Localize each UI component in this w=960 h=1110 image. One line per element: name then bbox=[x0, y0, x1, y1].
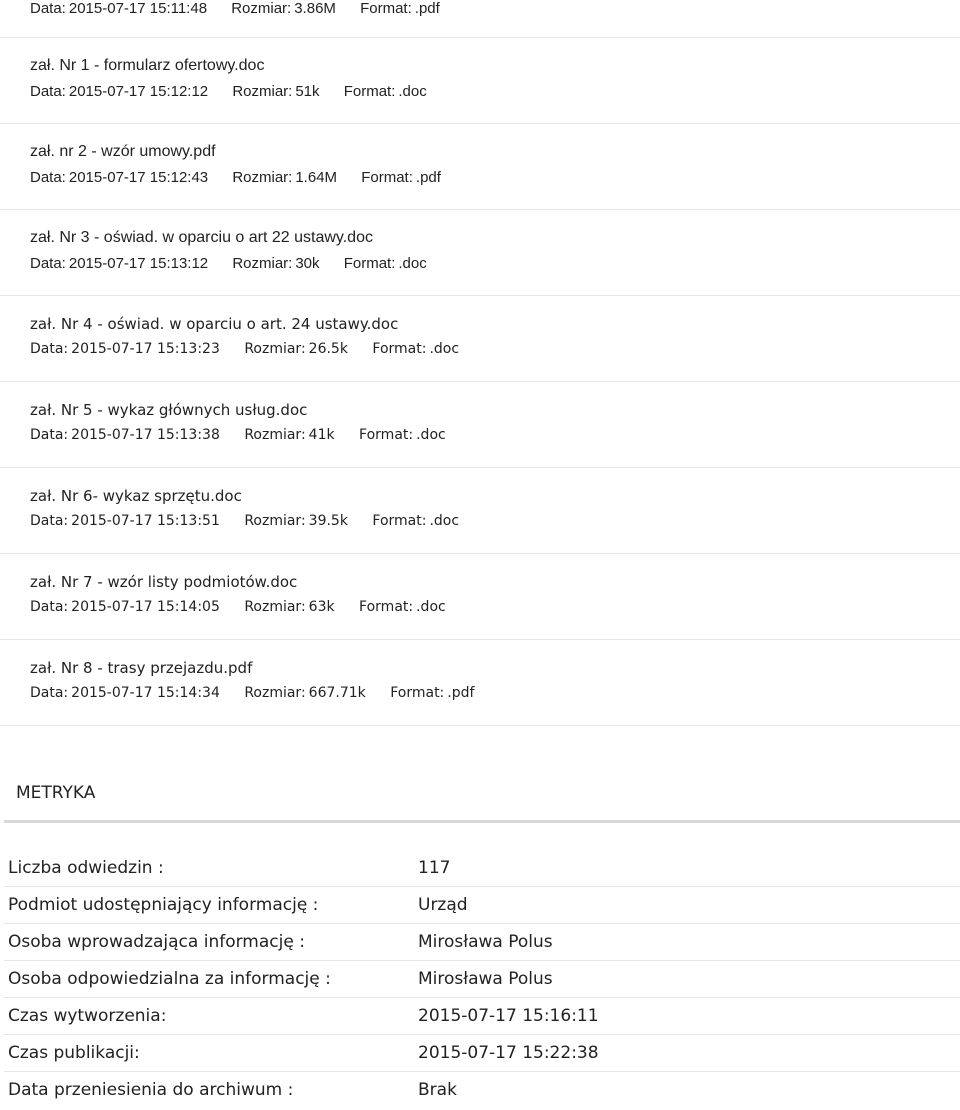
attachment-meta bbox=[30, 341, 459, 358]
metryka-row bbox=[4, 1072, 960, 1109]
attachment-format: Format: .doc bbox=[343, 255, 427, 272]
metryka-label: Osoba wprowadzająca informację : bbox=[8, 932, 305, 952]
metryka-row bbox=[4, 961, 960, 998]
metryka-value: Brak bbox=[418, 1080, 457, 1100]
attachment-meta bbox=[30, 0, 440, 17]
attachment-format: Format: .pdf bbox=[360, 0, 440, 17]
attachment-item bbox=[0, 382, 960, 468]
metryka-label: Data przeniesienia do archiwum : bbox=[8, 1080, 294, 1100]
attachment-meta bbox=[30, 513, 459, 530]
attachment-date: Data: 2015-07-17 15:13:51 bbox=[30, 513, 220, 529]
metryka-label: Czas wytworzenia: bbox=[8, 1006, 167, 1026]
attachment-meta bbox=[30, 83, 427, 100]
attachment-item bbox=[0, 640, 960, 726]
metryka-label: Czas publikacji: bbox=[8, 1043, 140, 1063]
attachment-meta bbox=[30, 427, 446, 444]
attachment-date: Data: 2015-07-17 15:13:38 bbox=[30, 427, 220, 443]
attachment-item bbox=[0, 554, 960, 640]
attachment-size: Rozmiar: 1.64M bbox=[232, 169, 338, 186]
attachment-format: Format: .doc bbox=[372, 513, 460, 529]
metryka-label: Podmiot udostępniający informację : bbox=[8, 895, 319, 915]
attachment-format: Format: .doc bbox=[359, 427, 446, 443]
attachment-item bbox=[0, 0, 960, 38]
attachment-link[interactable]: zał. Nr 6- wykaz sprzętu.doc bbox=[30, 487, 242, 505]
attachment-size: Rozmiar: 39.5k bbox=[244, 513, 348, 529]
metryka-row bbox=[4, 850, 960, 887]
attachment-link[interactable]: zał. Nr 8 - trasy przejazdu.pdf bbox=[30, 659, 253, 677]
attachment-link[interactable]: zał. Nr 3 - oświad. w oparciu o art 22 ustawy.doc bbox=[30, 229, 373, 246]
attachment-meta bbox=[30, 255, 427, 272]
metryka-heading: METRYKA bbox=[16, 783, 96, 803]
metryka-row bbox=[4, 1035, 960, 1072]
metryka-value: Urząd bbox=[418, 895, 468, 915]
attachment-item bbox=[0, 296, 960, 382]
attachment-item bbox=[0, 124, 960, 210]
attachment-item bbox=[0, 468, 960, 554]
metryka-value: Mirosława Polus bbox=[418, 969, 553, 989]
attachment-link[interactable]: zał. Nr 5 - wykaz głównych usług.doc bbox=[30, 401, 308, 419]
attachment-date: Data: 2015-07-17 15:12:12 bbox=[30, 83, 209, 100]
attachment-format: Format: .doc bbox=[359, 599, 446, 615]
attachment-size: Rozmiar: 41k bbox=[244, 427, 335, 443]
metryka-row bbox=[4, 887, 960, 924]
metryka-value: Mirosława Polus bbox=[418, 932, 553, 952]
attachment-date: Data: 2015-07-17 15:14:34 bbox=[30, 685, 220, 701]
attachment-link[interactable]: zał. Nr 4 - oświad. w oparciu o art. 24 ustawy.doc bbox=[30, 315, 399, 333]
attachment-meta bbox=[30, 169, 441, 186]
attachment-meta bbox=[30, 599, 446, 616]
attachment-size: Rozmiar: 3.86M bbox=[231, 0, 336, 17]
attachment-date: Data: 2015-07-17 15:13:12 bbox=[30, 255, 209, 272]
attachment-size: Rozmiar: 667.71k bbox=[244, 685, 366, 701]
attachment-date: Data: 2015-07-17 15:11:48 bbox=[30, 0, 208, 17]
attachment-format: Format: .pdf bbox=[361, 169, 441, 186]
attachment-size: Rozmiar: 30k bbox=[232, 255, 320, 272]
attachment-size: Rozmiar: 26.5k bbox=[244, 341, 348, 357]
metryka-label: Liczba odwiedzin : bbox=[8, 858, 164, 878]
attachment-date: Data: 2015-07-17 15:12:43 bbox=[30, 169, 209, 186]
attachment-link[interactable]: zał. nr 2 - wzór umowy.pdf bbox=[30, 143, 216, 160]
attachment-meta bbox=[30, 685, 474, 702]
attachment-size: Rozmiar: 63k bbox=[244, 599, 335, 615]
metryka-value: 2015-07-17 15:22:38 bbox=[418, 1043, 599, 1063]
metryka-label: Osoba odpowiedzialna za informację : bbox=[8, 969, 331, 989]
attachment-item bbox=[0, 38, 960, 124]
attachment-format: Format: .pdf bbox=[390, 685, 475, 701]
attachment-item bbox=[0, 210, 960, 296]
attachment-link[interactable]: zał. Nr 1 - formularz ofertowy.doc bbox=[30, 57, 265, 74]
metryka-divider bbox=[4, 820, 960, 823]
metryka-row bbox=[4, 924, 960, 961]
attachment-size: Rozmiar: 51k bbox=[232, 83, 320, 100]
metryka-value: 2015-07-17 15:16:11 bbox=[418, 1006, 599, 1026]
metryka-value: 117 bbox=[418, 858, 451, 878]
attachment-date: Data: 2015-07-17 15:13:23 bbox=[30, 341, 220, 357]
attachment-date: Data: 2015-07-17 15:14:05 bbox=[30, 599, 220, 615]
attachment-format: Format: .doc bbox=[372, 341, 460, 357]
attachment-link[interactable]: zał. Nr 7 - wzór listy podmiotów.doc bbox=[30, 573, 298, 591]
attachment-format: Format: .doc bbox=[343, 83, 427, 100]
metryka-row bbox=[4, 998, 960, 1035]
metryka-table bbox=[4, 850, 960, 1109]
